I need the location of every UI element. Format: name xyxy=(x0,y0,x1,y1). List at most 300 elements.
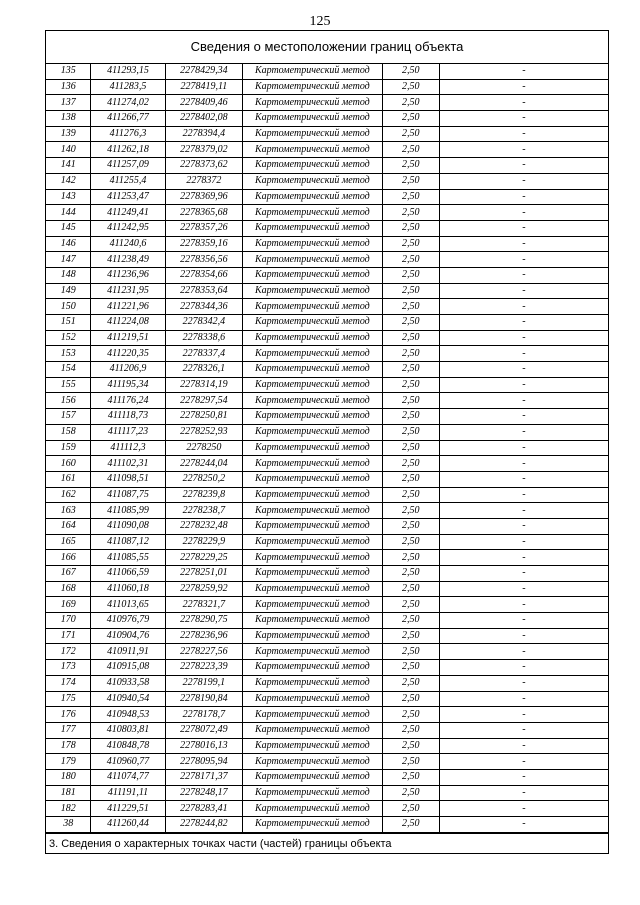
cell-accuracy: 2,50 xyxy=(382,377,439,393)
cell-method: Картометрический метод xyxy=(243,566,382,582)
boundary-table-frame xyxy=(45,30,609,854)
cell-point-number: 173 xyxy=(46,660,91,676)
cell-note: - xyxy=(439,283,608,299)
cell-point-number: 174 xyxy=(46,675,91,691)
cell-coord-x: 411074,77 xyxy=(91,769,165,785)
cell-accuracy: 2,50 xyxy=(382,613,439,629)
cell-point-number: 166 xyxy=(46,550,91,566)
cell-accuracy: 2,50 xyxy=(382,283,439,299)
cell-note: - xyxy=(439,126,608,142)
cell-accuracy: 2,50 xyxy=(382,236,439,252)
table-row xyxy=(46,95,608,111)
cell-method: Картометрический метод xyxy=(243,189,382,205)
cell-coord-y: 2278223,39 xyxy=(165,660,243,676)
cell-accuracy: 2,50 xyxy=(382,785,439,801)
table-row xyxy=(46,173,608,189)
page-number: 125 xyxy=(309,14,331,29)
cell-accuracy: 2,50 xyxy=(382,315,439,331)
cell-coord-y: 2278250 xyxy=(165,440,243,456)
cell-accuracy: 2,50 xyxy=(382,330,439,346)
cell-coord-y: 2278016,13 xyxy=(165,738,243,754)
cell-accuracy: 2,50 xyxy=(382,440,439,456)
cell-point-number: 145 xyxy=(46,220,91,236)
cell-coord-x: 411176,24 xyxy=(91,393,165,409)
table-row xyxy=(46,503,608,519)
cell-point-number: 180 xyxy=(46,769,91,785)
cell-point-number: 176 xyxy=(46,707,91,723)
cell-note: - xyxy=(439,111,608,127)
cell-note: - xyxy=(439,754,608,770)
cell-point-number: 179 xyxy=(46,754,91,770)
cell-coord-y: 2278353,64 xyxy=(165,283,243,299)
cell-method: Картометрический метод xyxy=(243,801,382,817)
cell-point-number: 152 xyxy=(46,330,91,346)
cell-coord-x: 411242,95 xyxy=(91,220,165,236)
cell-note: - xyxy=(439,346,608,362)
cell-coord-y: 2278227,56 xyxy=(165,644,243,660)
cell-point-number: 135 xyxy=(46,64,91,79)
table-row xyxy=(46,205,608,221)
table-row xyxy=(46,722,608,738)
cell-method: Картометрический метод xyxy=(243,675,382,691)
cell-point-number: 136 xyxy=(46,79,91,95)
cell-coord-x: 411231,95 xyxy=(91,283,165,299)
table-row xyxy=(46,613,608,629)
cell-accuracy: 2,50 xyxy=(382,205,439,221)
cell-accuracy: 2,50 xyxy=(382,722,439,738)
cell-coord-y: 2278072,49 xyxy=(165,722,243,738)
cell-coord-y: 2278171,37 xyxy=(165,769,243,785)
cell-coord-y: 2278248,17 xyxy=(165,785,243,801)
cell-accuracy: 2,50 xyxy=(382,299,439,315)
table-row xyxy=(46,189,608,205)
cell-coord-y: 2278342,4 xyxy=(165,315,243,331)
cell-coord-y: 2278354,66 xyxy=(165,267,243,283)
cell-method: Картометрический метод xyxy=(243,722,382,738)
cell-note: - xyxy=(439,503,608,519)
cell-point-number: 153 xyxy=(46,346,91,362)
cell-point-number: 149 xyxy=(46,283,91,299)
cell-method: Картометрический метод xyxy=(243,158,382,174)
cell-coord-y: 2278244,82 xyxy=(165,817,243,833)
cell-coord-y: 2278326,1 xyxy=(165,362,243,378)
cell-coord-x: 411195,34 xyxy=(91,377,165,393)
cell-point-number: 169 xyxy=(46,597,91,613)
cell-accuracy: 2,50 xyxy=(382,675,439,691)
cell-coord-x: 411090,08 xyxy=(91,518,165,534)
cell-method: Картометрический метод xyxy=(243,330,382,346)
cell-note: - xyxy=(439,597,608,613)
cell-coord-x: 410940,54 xyxy=(91,691,165,707)
cell-point-number: 168 xyxy=(46,581,91,597)
cell-method: Картометрический метод xyxy=(243,95,382,111)
cell-coord-y: 2278252,93 xyxy=(165,424,243,440)
cell-method: Картометрический метод xyxy=(243,754,382,770)
cell-coord-x: 411117,23 xyxy=(91,424,165,440)
cell-note: - xyxy=(439,377,608,393)
cell-note: - xyxy=(439,817,608,833)
cell-note: - xyxy=(439,409,608,425)
cell-coord-y: 2278344,36 xyxy=(165,299,243,315)
cell-note: - xyxy=(439,189,608,205)
cell-method: Картометрический метод xyxy=(243,111,382,127)
cell-method: Картометрический метод xyxy=(243,628,382,644)
cell-note: - xyxy=(439,95,608,111)
table-row xyxy=(46,393,608,409)
cell-note: - xyxy=(439,487,608,503)
cell-coord-x: 411087,12 xyxy=(91,534,165,550)
cell-method: Картометрический метод xyxy=(243,236,382,252)
cell-note: - xyxy=(439,315,608,331)
cell-point-number: 138 xyxy=(46,111,91,127)
table-row xyxy=(46,691,608,707)
cell-coord-y: 2278373,62 xyxy=(165,158,243,174)
cell-method: Картометрический метод xyxy=(243,769,382,785)
cell-accuracy: 2,50 xyxy=(382,691,439,707)
table-row xyxy=(46,817,608,833)
cell-coord-y: 2278337,4 xyxy=(165,346,243,362)
cell-method: Картометрический метод xyxy=(243,534,382,550)
cell-accuracy: 2,50 xyxy=(382,487,439,503)
cell-point-number: 165 xyxy=(46,534,91,550)
cell-method: Картометрический метод xyxy=(243,173,382,189)
cell-note: - xyxy=(439,471,608,487)
cell-coord-y: 2278259,92 xyxy=(165,581,243,597)
cell-note: - xyxy=(439,613,608,629)
table-row xyxy=(46,79,608,95)
cell-method: Картометрический метод xyxy=(243,817,382,833)
cell-point-number: 139 xyxy=(46,126,91,142)
cell-point-number: 163 xyxy=(46,503,91,519)
cell-accuracy: 2,50 xyxy=(382,566,439,582)
cell-method: Картометрический метод xyxy=(243,440,382,456)
cell-point-number: 144 xyxy=(46,205,91,221)
cell-accuracy: 2,50 xyxy=(382,424,439,440)
cell-accuracy: 2,50 xyxy=(382,597,439,613)
cell-accuracy: 2,50 xyxy=(382,346,439,362)
cell-coord-y: 2278239,8 xyxy=(165,487,243,503)
cell-note: - xyxy=(439,252,608,268)
cell-note: - xyxy=(439,738,608,754)
cell-coord-x: 411255,4 xyxy=(91,173,165,189)
cell-accuracy: 2,50 xyxy=(382,456,439,472)
cell-method: Картометрический метод xyxy=(243,660,382,676)
cell-point-number: 171 xyxy=(46,628,91,644)
cell-point-number: 170 xyxy=(46,613,91,629)
table-row xyxy=(46,362,608,378)
table-row xyxy=(46,644,608,660)
cell-accuracy: 2,50 xyxy=(382,550,439,566)
cell-coord-x: 411249,41 xyxy=(91,205,165,221)
cell-accuracy: 2,50 xyxy=(382,220,439,236)
cell-coord-x: 411276,3 xyxy=(91,126,165,142)
cell-note: - xyxy=(439,518,608,534)
table-row xyxy=(46,456,608,472)
cell-point-number: 154 xyxy=(46,362,91,378)
cell-point-number: 181 xyxy=(46,785,91,801)
table-row xyxy=(46,534,608,550)
cell-note: - xyxy=(439,801,608,817)
cell-point-number: 150 xyxy=(46,299,91,315)
cell-point-number: 143 xyxy=(46,189,91,205)
cell-coord-x: 410933,58 xyxy=(91,675,165,691)
cell-note: - xyxy=(439,675,608,691)
cell-method: Картометрический метод xyxy=(243,252,382,268)
table-row xyxy=(46,158,608,174)
cell-coord-x: 411118,73 xyxy=(91,409,165,425)
cell-point-number: 151 xyxy=(46,315,91,331)
cell-coord-y: 2278369,96 xyxy=(165,189,243,205)
cell-coord-y: 2278178,7 xyxy=(165,707,243,723)
table-row xyxy=(46,252,608,268)
cell-accuracy: 2,50 xyxy=(382,503,439,519)
cell-method: Картометрический метод xyxy=(243,64,382,79)
cell-point-number: 156 xyxy=(46,393,91,409)
cell-accuracy: 2,50 xyxy=(382,471,439,487)
cell-note: - xyxy=(439,205,608,221)
cell-note: - xyxy=(439,785,608,801)
cell-point-number: 148 xyxy=(46,267,91,283)
cell-accuracy: 2,50 xyxy=(382,142,439,158)
cell-coord-y: 2278238,7 xyxy=(165,503,243,519)
table-row xyxy=(46,707,608,723)
cell-accuracy: 2,50 xyxy=(382,252,439,268)
cell-coord-x: 411102,31 xyxy=(91,456,165,472)
coordinates-table xyxy=(46,64,608,833)
cell-coord-x: 411206,9 xyxy=(91,362,165,378)
cell-coord-y: 2278095,94 xyxy=(165,754,243,770)
table-row xyxy=(46,220,608,236)
cell-accuracy: 2,50 xyxy=(382,189,439,205)
cell-coord-y: 2278359,16 xyxy=(165,236,243,252)
table-row xyxy=(46,111,608,127)
cell-note: - xyxy=(439,644,608,660)
table-row xyxy=(46,315,608,331)
cell-accuracy: 2,50 xyxy=(382,126,439,142)
cell-note: - xyxy=(439,424,608,440)
cell-coord-y: 2278199,1 xyxy=(165,675,243,691)
cell-accuracy: 2,50 xyxy=(382,267,439,283)
table-row xyxy=(46,769,608,785)
table-row xyxy=(46,628,608,644)
cell-point-number: 140 xyxy=(46,142,91,158)
table-row xyxy=(46,801,608,817)
cell-note: - xyxy=(439,722,608,738)
cell-accuracy: 2,50 xyxy=(382,518,439,534)
cell-method: Картометрический метод xyxy=(243,518,382,534)
cell-coord-y: 2278229,25 xyxy=(165,550,243,566)
cell-note: - xyxy=(439,236,608,252)
cell-coord-y: 2278297,54 xyxy=(165,393,243,409)
cell-coord-x: 411240,6 xyxy=(91,236,165,252)
cell-coord-x: 411238,49 xyxy=(91,252,165,268)
cell-note: - xyxy=(439,581,608,597)
cell-coord-y: 2278232,48 xyxy=(165,518,243,534)
cell-coord-x: 410904,76 xyxy=(91,628,165,644)
cell-coord-x: 411220,35 xyxy=(91,346,165,362)
table-row xyxy=(46,754,608,770)
cell-method: Картометрический метод xyxy=(243,785,382,801)
cell-coord-y: 2278250,81 xyxy=(165,409,243,425)
cell-method: Картометрический метод xyxy=(243,315,382,331)
cell-coord-x: 411253,47 xyxy=(91,189,165,205)
cell-coord-y: 2278429,34 xyxy=(165,64,243,79)
cell-coord-x: 411274,02 xyxy=(91,95,165,111)
cell-coord-y: 2278357,26 xyxy=(165,220,243,236)
cell-note: - xyxy=(439,362,608,378)
cell-coord-y: 2278229,9 xyxy=(165,534,243,550)
cell-coord-y: 2278236,96 xyxy=(165,628,243,644)
cell-point-number: 159 xyxy=(46,440,91,456)
cell-method: Картометрический метод xyxy=(243,377,382,393)
cell-accuracy: 2,50 xyxy=(382,801,439,817)
cell-coord-y: 2278190,84 xyxy=(165,691,243,707)
cell-note: - xyxy=(439,79,608,95)
cell-method: Картометрический метод xyxy=(243,79,382,95)
cell-coord-x: 411224,08 xyxy=(91,315,165,331)
cell-method: Картометрический метод xyxy=(243,424,382,440)
table-row xyxy=(46,236,608,252)
table-row xyxy=(46,64,608,79)
cell-point-number: 141 xyxy=(46,158,91,174)
cell-point-number: 172 xyxy=(46,644,91,660)
cell-method: Картометрический метод xyxy=(243,220,382,236)
cell-coord-x: 411293,15 xyxy=(91,64,165,79)
cell-point-number: 137 xyxy=(46,95,91,111)
cell-method: Картометрический метод xyxy=(243,299,382,315)
cell-method: Картометрический метод xyxy=(243,487,382,503)
cell-coord-x: 410960,77 xyxy=(91,754,165,770)
cell-method: Картометрический метод xyxy=(243,550,382,566)
table-row xyxy=(46,126,608,142)
cell-note: - xyxy=(439,707,608,723)
cell-coord-y: 2278356,56 xyxy=(165,252,243,268)
cell-point-number: 147 xyxy=(46,252,91,268)
table-row xyxy=(46,518,608,534)
cell-note: - xyxy=(439,550,608,566)
cell-accuracy: 2,50 xyxy=(382,64,439,79)
cell-coord-y: 2278250,2 xyxy=(165,471,243,487)
cell-note: - xyxy=(439,566,608,582)
table-row xyxy=(46,597,608,613)
cell-coord-x: 411266,77 xyxy=(91,111,165,127)
section-title: Сведения о местоположении границ объекта xyxy=(46,31,608,64)
table-row xyxy=(46,142,608,158)
cell-coord-x: 411221,96 xyxy=(91,299,165,315)
cell-coord-x: 411219,51 xyxy=(91,330,165,346)
table-row xyxy=(46,346,608,362)
cell-coord-y: 2278379,02 xyxy=(165,142,243,158)
table-row xyxy=(46,299,608,315)
cell-coord-y: 2278338,6 xyxy=(165,330,243,346)
cell-accuracy: 2,50 xyxy=(382,158,439,174)
cell-note: - xyxy=(439,330,608,346)
cell-method: Картометрический метод xyxy=(243,142,382,158)
coordinates-table-body xyxy=(46,64,608,832)
cell-coord-y: 2278314,19 xyxy=(165,377,243,393)
section-3-heading: 3. Сведения о характерных точках части (частей) границы объекта xyxy=(46,833,608,853)
cell-coord-x: 410848,78 xyxy=(91,738,165,754)
cell-point-number: 146 xyxy=(46,236,91,252)
cell-note: - xyxy=(439,660,608,676)
cell-point-number: 178 xyxy=(46,738,91,754)
cell-note: - xyxy=(439,142,608,158)
cell-accuracy: 2,50 xyxy=(382,393,439,409)
cell-coord-x: 411060,18 xyxy=(91,581,165,597)
cell-method: Картометрический метод xyxy=(243,267,382,283)
cell-coord-x: 411085,55 xyxy=(91,550,165,566)
cell-coord-y: 2278372 xyxy=(165,173,243,189)
cell-note: - xyxy=(439,628,608,644)
cell-accuracy: 2,50 xyxy=(382,95,439,111)
cell-note: - xyxy=(439,173,608,189)
cell-method: Картометрический метод xyxy=(243,205,382,221)
table-row xyxy=(46,330,608,346)
cell-coord-y: 2278402,08 xyxy=(165,111,243,127)
cell-note: - xyxy=(439,220,608,236)
cell-accuracy: 2,50 xyxy=(382,769,439,785)
cell-accuracy: 2,50 xyxy=(382,111,439,127)
cell-accuracy: 2,50 xyxy=(382,581,439,597)
table-row xyxy=(46,283,608,299)
cell-accuracy: 2,50 xyxy=(382,738,439,754)
cell-coord-x: 411085,99 xyxy=(91,503,165,519)
table-row xyxy=(46,675,608,691)
cell-method: Картометрический метод xyxy=(243,738,382,754)
cell-coord-x: 411087,75 xyxy=(91,487,165,503)
cell-point-number: 182 xyxy=(46,801,91,817)
cell-accuracy: 2,50 xyxy=(382,817,439,833)
cell-method: Картометрический метод xyxy=(243,362,382,378)
cell-method: Картометрический метод xyxy=(243,283,382,299)
table-row xyxy=(46,581,608,597)
cell-point-number: 160 xyxy=(46,456,91,472)
cell-coord-x: 411262,18 xyxy=(91,142,165,158)
table-row xyxy=(46,550,608,566)
cell-coord-y: 2278251,01 xyxy=(165,566,243,582)
cell-accuracy: 2,50 xyxy=(382,534,439,550)
cell-point-number: 162 xyxy=(46,487,91,503)
cell-accuracy: 2,50 xyxy=(382,628,439,644)
cell-accuracy: 2,50 xyxy=(382,707,439,723)
cell-coord-y: 2278409,46 xyxy=(165,95,243,111)
cell-coord-y: 2278365,68 xyxy=(165,205,243,221)
table-row xyxy=(46,566,608,582)
cell-coord-y: 2278283,41 xyxy=(165,801,243,817)
cell-coord-x: 411112,3 xyxy=(91,440,165,456)
cell-note: - xyxy=(439,769,608,785)
cell-coord-x: 411013,65 xyxy=(91,597,165,613)
cell-coord-x: 410976,79 xyxy=(91,613,165,629)
table-row xyxy=(46,487,608,503)
cell-method: Картометрический метод xyxy=(243,409,382,425)
cell-method: Картометрический метод xyxy=(243,644,382,660)
cell-coord-x: 410911,91 xyxy=(91,644,165,660)
cell-coord-y: 2278394,4 xyxy=(165,126,243,142)
cell-point-number: 142 xyxy=(46,173,91,189)
cell-coord-x: 411236,96 xyxy=(91,267,165,283)
cell-note: - xyxy=(439,440,608,456)
cell-method: Картометрический метод xyxy=(243,393,382,409)
cell-coord-x: 410915,08 xyxy=(91,660,165,676)
cell-accuracy: 2,50 xyxy=(382,79,439,95)
cell-note: - xyxy=(439,691,608,707)
cell-coord-x: 410948,53 xyxy=(91,707,165,723)
cell-note: - xyxy=(439,158,608,174)
table-row xyxy=(46,471,608,487)
cell-accuracy: 2,50 xyxy=(382,362,439,378)
cell-point-number: 38 xyxy=(46,817,91,833)
